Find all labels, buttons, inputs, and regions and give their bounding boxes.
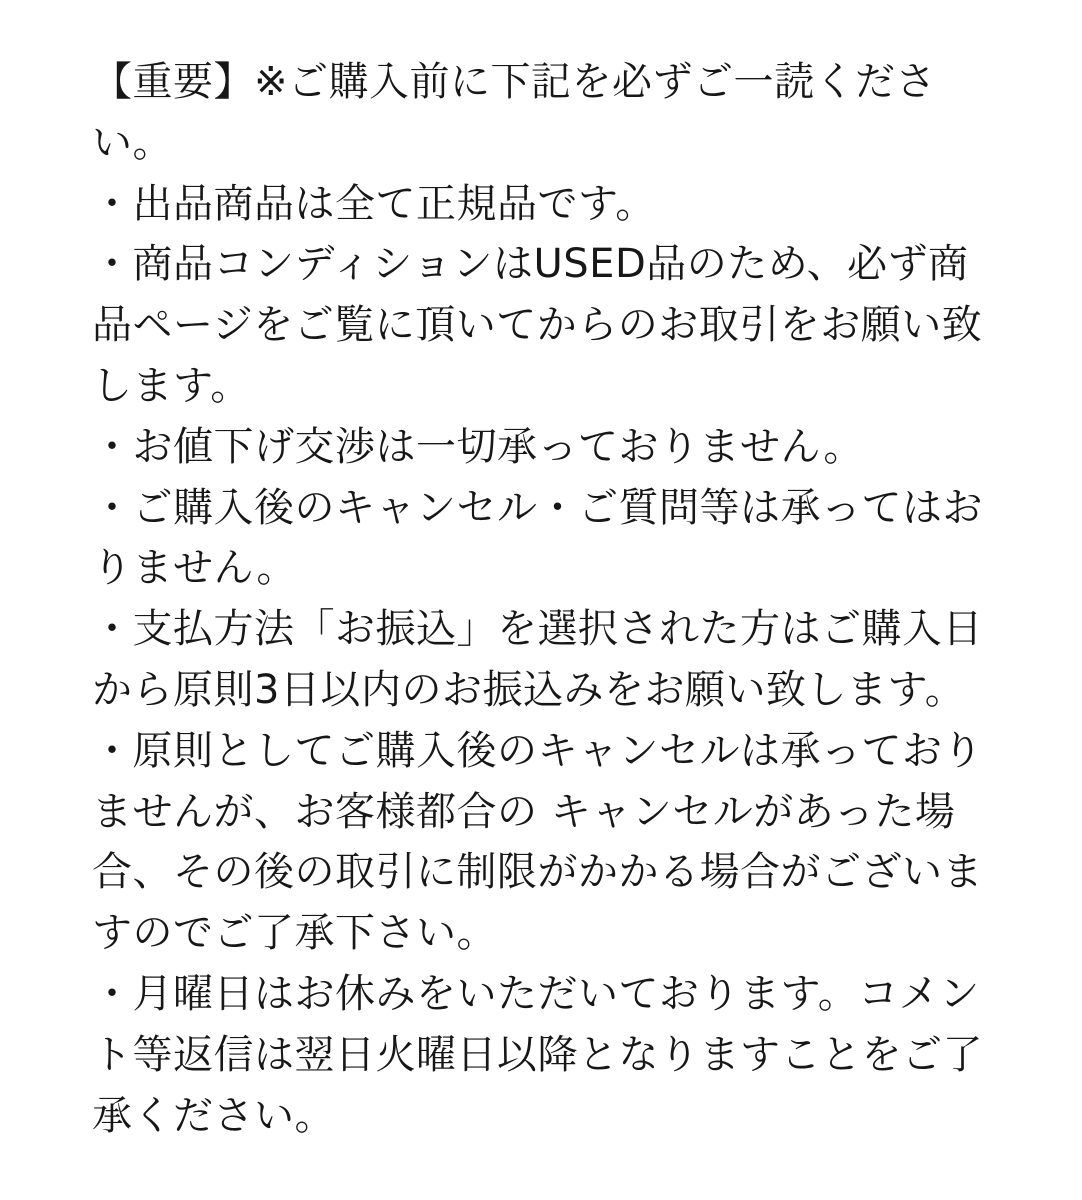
notice-text-block [92,52,1000,1146]
notice-paragraph-important: 【重要】※ご購入前に下記を必ずご一読ください。 [92,59,937,166]
notice-paragraph-no-cancel-questions: ・ご購入後のキャンセル・ご質問等は承ってはおりません。 [92,484,983,592]
notice-paragraph-bank-transfer: ・支払方法「お振込」を選択された方はご購入日から原則3日以内のお振込みをお願い致します。 [92,606,983,713]
notice-paragraph-authenticity: ・出品商品は全て正規品です。 [92,180,656,227]
notice-paragraph-cancel-policy: ・原則としてご購入後のキャンセルは承っておりませんが、お客様都合の キャンセルがあった場合、その後の取引に制限がかかる場合がございますのでご了承下さい。 [92,727,983,957]
notice-paragraph-monday-closed: ・月曜日はお休みをいただいております。コメント等返信は翌日火曜日以降となりますことをご了承ください。 [92,970,983,1139]
notice-paragraph-condition: ・商品コンディションはUSED品のため、必ず商品ページをご覧に頂いてからのお取引をお願い致します。 [92,241,983,409]
notice-paragraph-no-discount: ・お値下げ交渉は一切承っておりません。 [92,423,864,470]
